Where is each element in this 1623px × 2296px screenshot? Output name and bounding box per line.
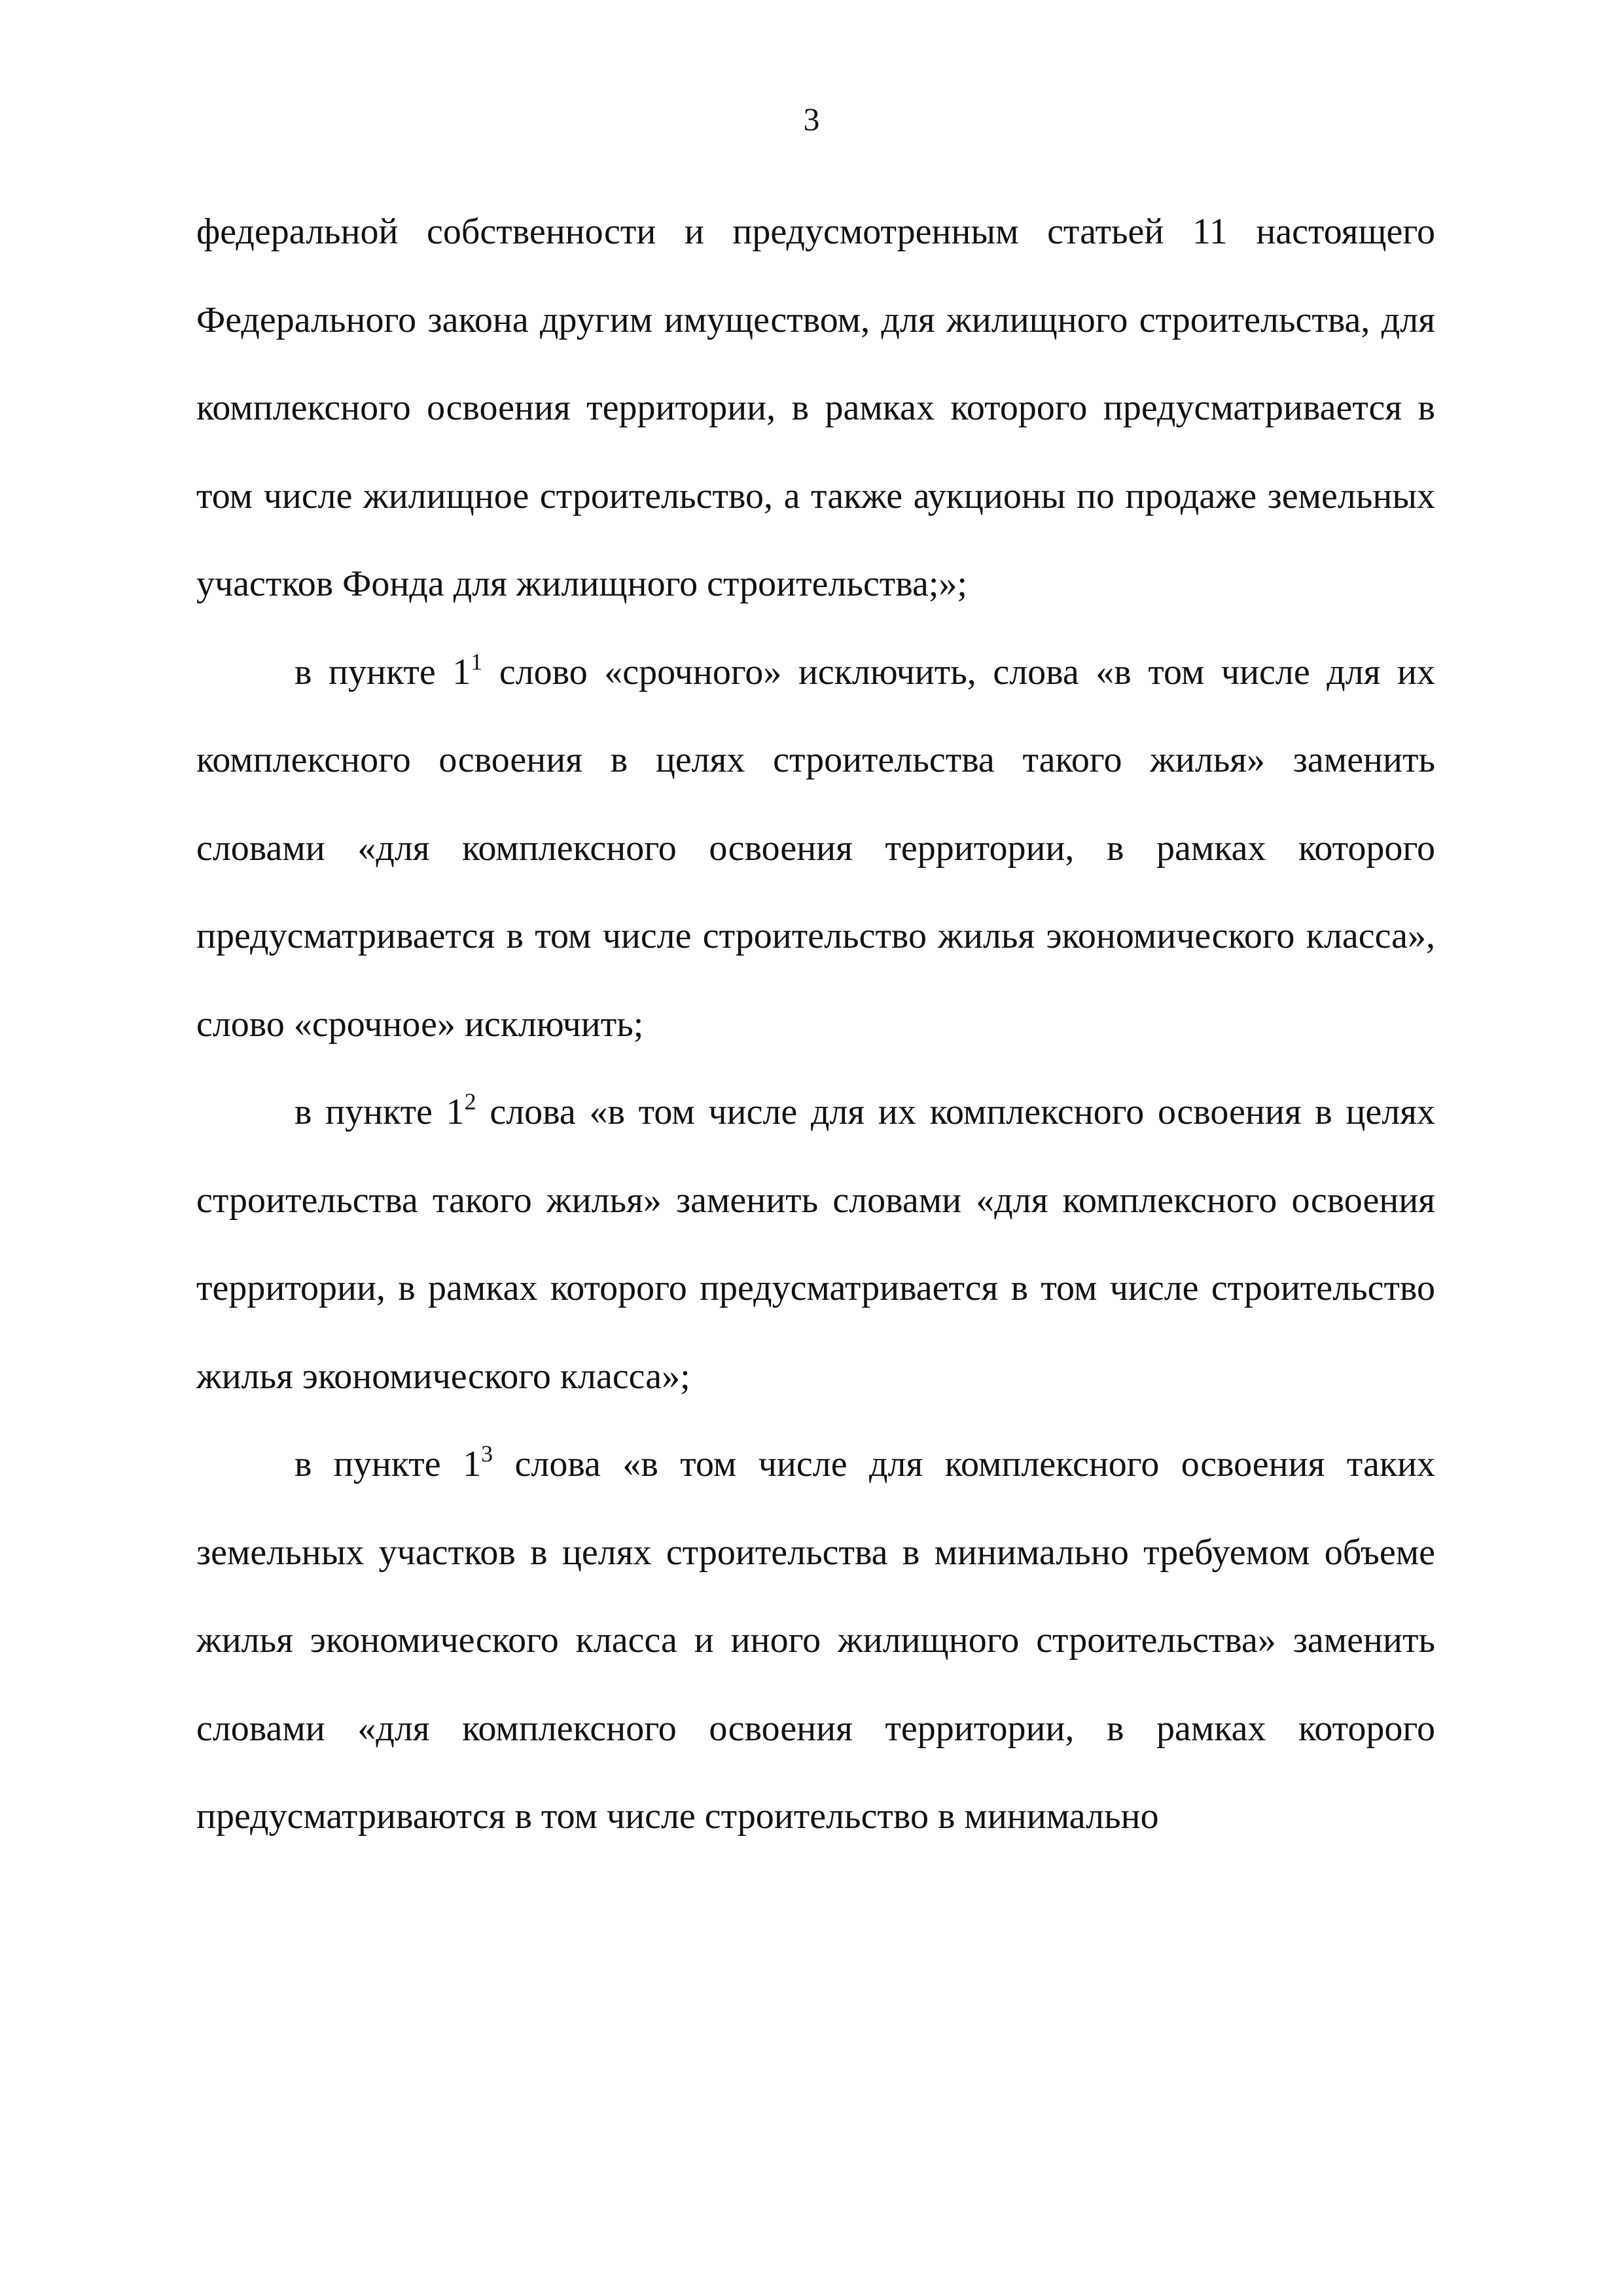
- paragraph-rest: слова «в том числе для их комплексного освоения в целях строительства такого жилья» заменить словами «для комплексного освоения территории, в рамках которого предусматривается в том числе строительство жилья экономического класса»;: [196, 1092, 1435, 1397]
- page-number: 3: [803, 101, 820, 137]
- paragraph-rest: слово «срочного» исключить, слова «в том числе для их комплексного освоения в целях строительства такого жилья» заменить словами «для комплексного освоения территории, в рамках которого предусматривается в том числе строительство жилья экономического класса», слово «срочное» исключить;: [196, 651, 1435, 1045]
- paragraph-item-1-2: [196, 1068, 1435, 1420]
- paragraph-item-1-1: [196, 628, 1435, 1069]
- superscript-index: 3: [481, 1441, 493, 1467]
- document-body: [196, 188, 1435, 1861]
- paragraph-lead: в пункте 1: [294, 1444, 482, 1484]
- paragraph-item-1-3: [196, 1420, 1435, 1861]
- paragraph-lead: в пункте 1: [294, 651, 471, 692]
- paragraph-rest: слова «в том числе для комплексного освоения таких земельных участков в целях строительства в минимально требуемом объеме жилья экономического класса и иного жилищного строительства» заменить словами «для комплексного освоения территории, в рамках которого предусматриваются в том числе строительство в минимально: [196, 1444, 1435, 1837]
- superscript-index: 2: [464, 1088, 476, 1115]
- paragraph-lead: в пункте 1: [294, 1092, 465, 1132]
- paragraph-continuation: федеральной собственности и предусмотренным статьей 11 настоящего Федерального закона другим имуществом, для жилищного строительства, для комплексного освоения территории, в рамках которого предусматривается в том числе жилищное строительство, а также аукционы по продаже земельных участков Фонда для жилищного строительства;»;: [196, 211, 1435, 604]
- superscript-index: 1: [471, 648, 483, 675]
